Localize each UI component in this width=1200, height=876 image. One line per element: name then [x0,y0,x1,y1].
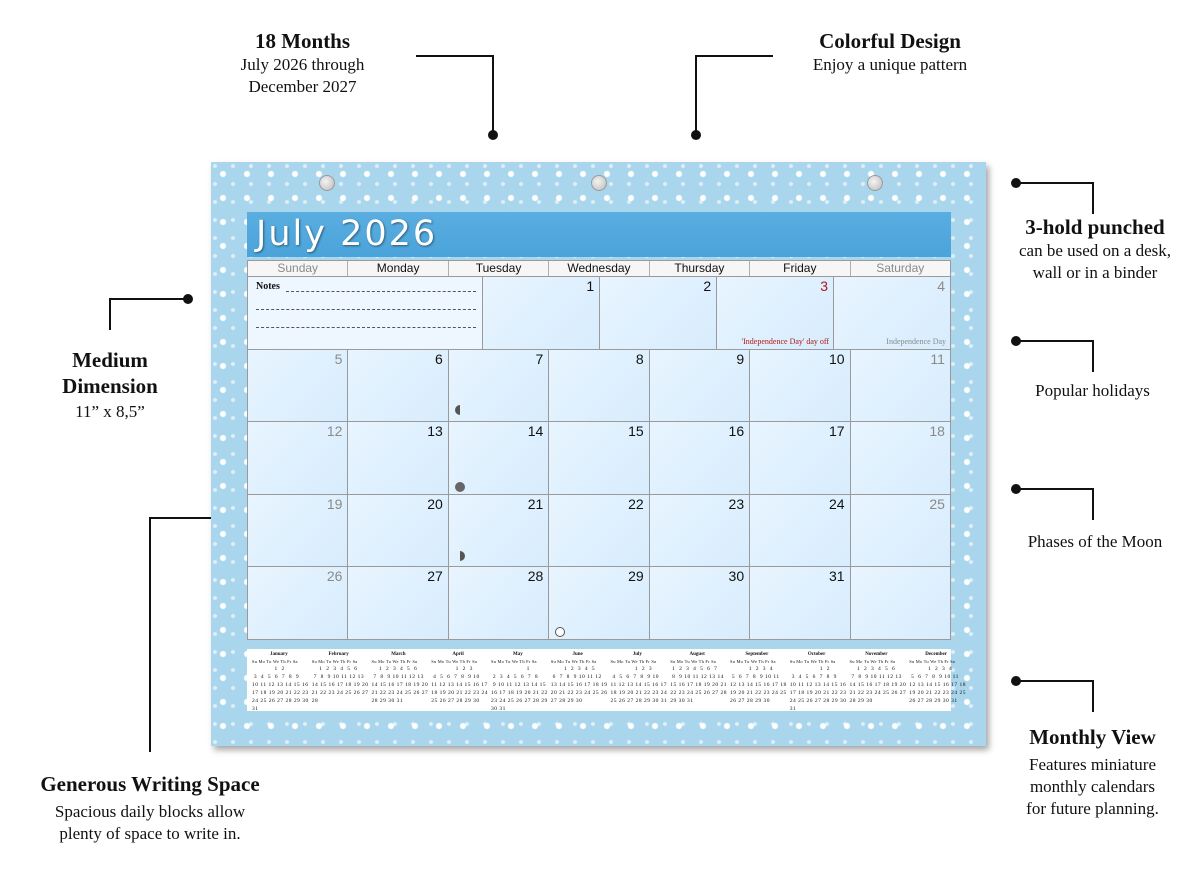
mini-month-weekdays: Su Mo Tu We Th Fr Sa [311,659,358,664]
leader-line [492,55,494,135]
callout-monthly-view [995,724,1190,820]
mini-month-row: 31 [789,706,797,712]
mini-month-row: 11 12 13 14 15 16 17 [431,682,488,688]
mini-month-row: 30 31 [491,706,506,712]
day-number: 5 [334,350,343,367]
notes-line [286,291,476,292]
mini-month [727,651,787,709]
day-number: 7 [535,350,544,367]
mini-month-weekdays: Su Mo Tu We Th Fr Sa [610,659,657,664]
day-cell [348,567,448,639]
mini-month [608,651,668,709]
mini-month-row: 10 11 12 13 14 15 16 [789,682,847,688]
mini-month-row: 21 22 23 24 25 26 27 [311,690,369,696]
mini-month-row: 25 26 27 28 29 30 [431,698,480,704]
day-cell [851,422,950,494]
mini-month-title: September [745,652,769,657]
day-number: 30 [728,568,745,585]
holiday-label: Independence Day [886,336,947,346]
mini-month-row: 17 18 19 20 21 22 23 [789,690,847,696]
mini-month-row: 10 11 12 13 14 15 16 [252,682,309,688]
day-cell [549,350,649,422]
callout-subtitle: Features miniature monthly calendars for future planning. [1026,755,1159,818]
mini-month [369,651,429,709]
mini-month-title: February [328,652,349,657]
weeks [248,277,950,639]
mini-month-row: 1 2 [789,666,830,672]
callout-title: Colorful Design [819,29,961,53]
mini-month-row: 24 25 26 27 28 29 30 [252,698,309,704]
mini-month-row: 1 2 3 4 5 6 7 [670,666,718,672]
leader-dot [488,130,498,140]
day-number: 2 [703,278,712,294]
mini-month-title: August [689,652,705,657]
mini-month-title: January [269,652,288,657]
day-cell [650,495,750,567]
mini-month-row: 26 27 28 29 30 [730,698,770,704]
mini-month-row: 1 2 3 4 5 6 [371,666,418,672]
day-number: 4 [937,278,946,294]
mini-month-row: 19 20 21 22 23 24 25 [909,690,966,696]
mini-month-row: 4 5 6 7 8 9 10 [610,674,659,680]
callout-subtitle: 11” x 8,5” [75,402,145,421]
punch-hole [591,175,607,191]
day-cell [549,567,649,639]
mini-month-row: 5 6 7 8 9 10 11 [909,674,959,680]
mini-month-row: 12 13 14 15 16 17 18 [909,682,966,688]
day-cell [248,350,348,422]
callout-popular-holidays [1000,380,1185,402]
leader-line [1092,488,1094,520]
mini-month-row: 23 24 25 26 27 28 29 [491,698,548,704]
notes-line [256,309,476,310]
day-number: 15 [628,423,644,440]
mini-month-row: 26 27 28 29 30 31 [909,698,958,704]
weekday-label: Monday [348,261,448,276]
day-cell [348,495,448,567]
mini-month-row: 14 15 16 17 18 19 20 [849,682,907,688]
day-cell [248,495,348,567]
leader-line [109,298,189,300]
callout-title: Medium Dimension [62,348,158,398]
day-cell [834,277,950,349]
mini-month-title: July [632,652,642,657]
day-number: 22 [628,495,644,512]
mini-month-title: October [807,652,826,657]
callout-title: 3-hold punched [1025,215,1165,239]
mini-month [906,651,966,709]
callout-3-hole-punched [995,214,1195,284]
day-cell [750,567,850,639]
mini-month-row: 13 14 15 16 17 18 19 [550,682,608,688]
day-number: 19 [326,495,343,512]
day-cell [449,495,549,567]
callout-medium-dimension [35,347,185,423]
mini-month-row: 3 4 5 6 7 8 9 [252,674,300,680]
day-number: 21 [527,495,544,512]
mini-month-row: 1 2 3 4 [909,666,953,672]
day-number: 17 [828,423,845,440]
leader-dot [691,130,701,140]
day-cell [549,495,649,567]
month-title: July 2026 [256,214,438,254]
mini-month-row: 14 15 16 17 18 19 20 [311,682,369,688]
day-number: 20 [427,495,443,512]
day-number: 9 [736,350,745,367]
day-cell [650,567,750,639]
punch-hole [867,175,883,191]
callout-title: 18 Months [254,29,351,53]
mini-month-row: 27 28 29 30 [550,698,583,704]
mini-month-row: 8 9 10 11 12 13 14 [670,674,725,680]
callout-colorful-design [790,28,990,76]
week-row [248,277,950,350]
leader-line [1016,182,1094,184]
mini-month-row: 1 2 3 [431,666,473,672]
callout-subtitle: July 2026 through December 2027 [240,55,365,96]
day-cell [717,277,834,349]
week-row [248,495,950,568]
mini-month-title: March [391,652,406,657]
mini-month-row: 21 22 23 24 25 26 27 [849,690,907,696]
callout-subtitle: Spacious daily blocks allow plenty of space to write in. [54,802,246,843]
mini-month-row: 24 25 26 27 28 29 30 [789,698,847,704]
day-cell [851,495,950,567]
full-moon-icon [455,482,465,492]
month-grid [247,260,951,640]
day-cell [750,422,850,494]
mini-month-row: 1 [491,666,530,672]
mini-month-row: 2 3 4 5 6 7 8 [491,674,539,680]
week-row [248,422,950,495]
mini-month-weekdays: Su Mo Tu We Th Fr Sa [849,659,896,664]
mini-calendars [247,649,966,712]
day-cell [348,350,448,422]
last-quarter-moon-icon [455,551,465,561]
leader-line [1016,488,1094,490]
month-banner [247,212,951,257]
mini-month-row: 7 8 9 10 11 12 13 [849,674,902,680]
holiday-label: 'Independence Day' day off [741,336,830,346]
day-cell [549,422,649,494]
day-number: 1 [586,278,595,294]
mini-month-row: 12 13 14 15 16 17 18 [730,682,787,688]
day-cell [248,567,348,639]
mini-month-title: June [572,652,583,657]
leader-line [1092,680,1094,712]
leader-line [1092,340,1094,372]
day-cell [248,422,348,494]
mini-month-row: 28 [311,698,319,704]
mini-month-title: November [865,652,888,657]
weekday-label: Friday [750,261,850,276]
day-number: 10 [828,350,845,367]
mini-month-weekdays: Su Mo Tu We Th Fr Sa [730,659,776,664]
week-row [248,350,950,423]
day-cell [750,350,850,422]
leader-line [1016,340,1094,342]
mini-month-title: December [925,652,947,657]
mini-month-weekdays: Su Mo Tu We Th Fr Sa [670,659,716,664]
mini-month-row: 19 20 21 22 23 24 25 [730,690,787,696]
notes-line [256,327,476,328]
day-number: 26 [326,568,343,585]
mini-month [249,651,309,712]
day-number: 3 [820,278,829,294]
day-number: 12 [326,423,343,440]
mini-month-row: 17 18 19 20 21 22 23 [252,690,309,696]
first-quarter-moon-icon [455,405,465,415]
callout-title: Monthly View [1029,725,1156,749]
mini-month [428,651,488,709]
mini-month-row: 20 21 22 23 24 25 26 [550,690,608,696]
mini-month-row: 3 4 5 6 7 8 9 [789,674,837,680]
mini-month-weekdays: Su Mo Tu We Th Fr Sa [252,659,298,664]
mini-month-row: 15 16 17 18 19 20 21 [670,682,727,688]
callout-writing-space [20,771,280,845]
leader-line [149,517,151,752]
day-cell [750,495,850,567]
day-number: 18 [929,423,945,440]
mini-month-row: 1 2 3 [610,666,653,672]
mini-month-row: 5 6 7 8 9 10 11 [730,674,780,680]
weekday-label: Tuesday [449,261,549,276]
mini-month-row: 14 15 16 17 18 19 20 [371,682,429,688]
weekday-header [248,261,950,277]
day-cell [600,277,717,349]
mini-month-weekdays: Su Mo Tu We Th Fr Sa [550,659,597,664]
leader-line [1016,680,1094,682]
day-number: 28 [527,568,544,585]
leader-line [695,55,697,135]
mini-month-row: 4 5 6 7 8 9 10 [431,674,480,680]
day-number: 6 [435,350,443,367]
day-cell [851,350,950,422]
mini-month-weekdays: Su Mo Tu We Th Fr Sa [431,659,477,664]
day-number: 27 [427,568,443,585]
mini-month-weekdays: Su Mo Tu We Th Fr Sa [909,659,955,664]
day-number: 13 [427,423,443,440]
mini-month-row: 9 10 11 12 13 14 15 [491,682,547,688]
mini-month-title: April [452,652,464,657]
day-cell [483,277,600,349]
day-number: 16 [728,423,745,440]
week-row [248,567,950,639]
mini-month [548,651,608,709]
mini-month-row: 18 19 20 21 22 23 24 [610,690,668,696]
notes-block [248,277,483,349]
callout-subtitle: Popular holidays [1035,381,1150,400]
notes-label: Notes [256,281,280,292]
leader-line [416,55,494,57]
day-cell [851,567,950,639]
new-moon-icon [555,627,565,637]
day-cell [449,567,549,639]
callout-title: Generous Writing Space [40,772,260,796]
mini-month-row: 31 [252,706,259,712]
weekday-label: Thursday [650,261,750,276]
mini-month-row: 22 23 24 25 26 27 28 [670,690,727,696]
mini-month [667,651,727,709]
day-cell [449,422,549,494]
mini-month-row: 28 29 30 [849,698,873,704]
callout-subtitle: Enjoy a unique pattern [812,55,968,74]
mini-month [309,651,369,709]
punch-hole [319,175,335,191]
mini-month [847,651,907,709]
day-number: 29 [628,568,644,585]
mini-month-row: 7 8 9 10 11 12 13 [311,674,365,680]
leader-dot [183,294,193,304]
day-cell [650,350,750,422]
mini-month-row: 16 17 18 19 20 21 22 [491,690,548,696]
day-number: 25 [929,495,945,512]
mini-month-row: 1 2 3 4 5 6 [311,666,358,672]
mini-month-row: 18 19 20 21 22 23 24 [431,690,488,696]
mini-month-row: 11 12 13 14 15 16 17 [610,682,668,688]
mini-month [787,651,847,712]
mini-month-row: 25 26 27 28 29 30 31 [610,698,668,704]
callout-18-months [200,28,405,98]
mini-month-weekdays: Su Mo Tu We Th Fr Sa [371,659,418,664]
day-number: 11 [930,350,945,367]
day-number: 23 [728,495,745,512]
day-number: 8 [635,350,644,367]
day-cell [650,422,750,494]
callout-moon-phases [1000,531,1190,553]
day-number: 14 [527,423,544,440]
mini-month-row: 7 8 9 10 11 12 13 [371,674,424,680]
weekday-label: Sunday [248,261,348,276]
mini-month-row: 1 2 3 4 5 6 [849,666,896,672]
mini-month-row: 21 22 23 24 25 26 27 [371,690,429,696]
mini-month-row: 1 2 3 4 5 [550,666,596,672]
day-number: 31 [828,568,845,585]
day-cell [449,350,549,422]
callout-subtitle: Phases of the Moon [1027,532,1163,551]
mini-month-row: 28 29 30 31 [371,698,404,704]
weekday-label: Wednesday [549,261,649,276]
mini-month [488,651,548,712]
mini-month-title: May [513,652,523,657]
day-number: 24 [828,495,845,512]
callout-subtitle: can be used on a desk, wall or in a binder [1018,241,1171,282]
wall-calendar [211,162,986,746]
weekday-label: Saturday [876,261,925,275]
mini-month-row: 1 2 3 4 [730,666,773,672]
mini-month-weekdays: Su Mo Tu We Th Fr Sa [789,659,836,664]
leader-line [109,298,111,330]
day-cell [348,422,448,494]
mini-month-row: 29 30 31 [670,698,694,704]
leader-line [1092,182,1094,214]
mini-month-row: 6 7 8 9 10 11 12 [550,674,602,680]
mini-month-row: 1 2 [252,666,285,672]
leader-line [695,55,773,57]
mini-month-weekdays: Su Mo Tu We Th Fr Sa [491,659,537,664]
